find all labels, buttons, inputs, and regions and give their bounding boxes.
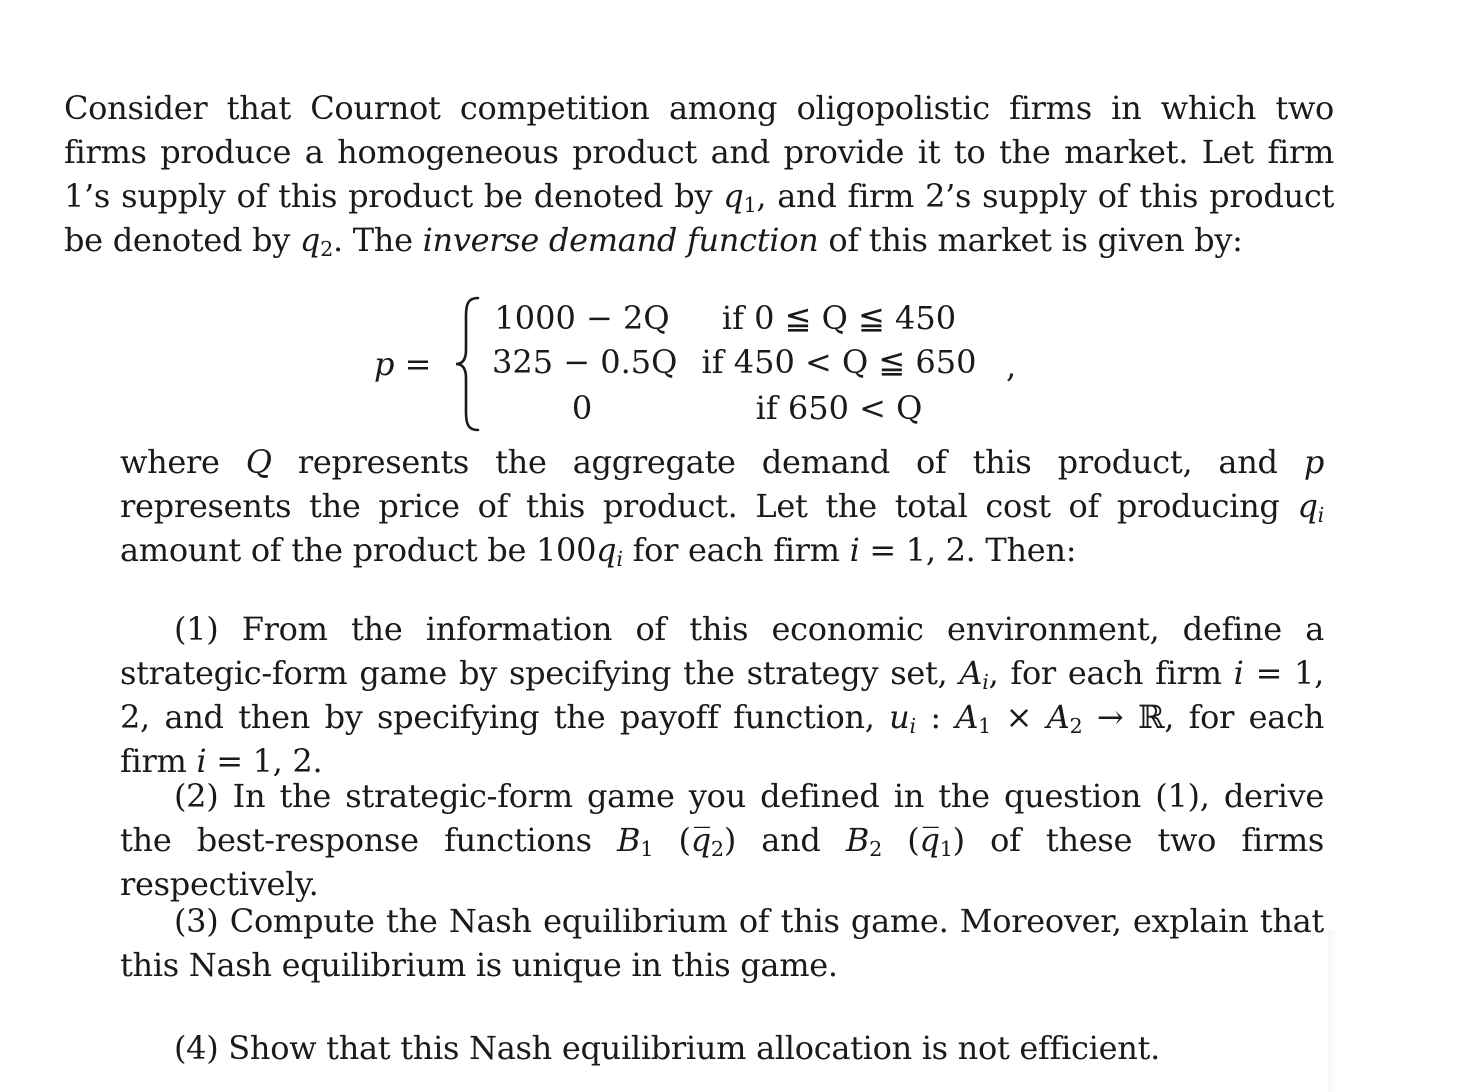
var-q1: q [723, 177, 744, 215]
intro-text-1: Consider that Cournot competition among oligopolistic firms in which two firms produce a homogeneous product and provide it to the market. Let firm 1’s supply of this product be denoted by [64, 89, 1334, 215]
q1-text-4: : [915, 698, 956, 736]
q1-text-6: → ℝ, for each firm [120, 698, 1324, 780]
q1-var-i-1: i [1233, 654, 1244, 692]
var-B1: B [617, 821, 641, 859]
context-text-2: represents the aggregate demand of this product, and [271, 443, 1304, 481]
context-paragraph [120, 440, 1324, 572]
inverse-demand-equation [374, 294, 1034, 434]
q2-sub-1b: 1 [939, 837, 953, 862]
sub-i-1: i [1317, 503, 1324, 528]
var-i: i [849, 531, 860, 569]
q1-sub-i-1: i [982, 670, 989, 695]
q2-text-2a: ( [653, 821, 691, 859]
var-A2: A [1046, 698, 1070, 736]
equation-comma: , [1006, 347, 1017, 385]
q2-sub-1a: 1 [640, 837, 654, 862]
q1-var-i-2: i [196, 742, 207, 780]
var-B2: B [845, 821, 870, 859]
question-2 [120, 774, 1324, 906]
intro-text-3: . The [333, 221, 423, 259]
var-qbar1: q̅ [919, 821, 940, 859]
q1-text-5: × [991, 698, 1047, 736]
equation-row-2-expr: 325 − 0.5Q [492, 343, 678, 381]
q1-text-7: = 1, 2. [206, 742, 323, 780]
context-text-4: amount of the product be 100 [120, 531, 597, 569]
q2-sub-2a: 2 [710, 837, 724, 862]
q1-sub-1: 1 [978, 714, 992, 739]
context-text-3: represents the price of this product. Let the total cost of producing [120, 487, 1298, 525]
q1-text-3: = 1, 2, and then by specifying the payoff function, [120, 654, 1324, 736]
q2-text-2b: ( [882, 821, 920, 859]
var-ui: u [889, 698, 910, 736]
q1-text-1: (1) From the information of this economic environment, define a strategic-form game by specifying the strategy set, [120, 610, 1324, 692]
left-brace [454, 294, 484, 434]
sub-i-2: i [616, 547, 623, 572]
q2-text-3: ) and [723, 821, 846, 859]
var-Q: Q [245, 443, 272, 481]
page-edge-shadow [1328, 930, 1338, 1092]
context-text-5: for each firm [622, 531, 850, 569]
var-qbar2: q̅ [690, 821, 711, 859]
var-Ai: A [959, 654, 983, 692]
q2-sub-2b: 2 [869, 837, 883, 862]
inverse-demand-emphasis: inverse demand function [422, 221, 819, 259]
question-1 [120, 607, 1324, 783]
var-qi-1: q [1297, 487, 1318, 525]
q1-text-2: , for each firm [988, 654, 1234, 692]
intro-text-2: , and firm 2’s supply of this product be denoted by [64, 177, 1334, 259]
sub-1: 1 [743, 193, 757, 218]
q1-sub-2: 2 [1069, 714, 1083, 739]
var-qi-2: q [596, 531, 617, 569]
var-A1: A [955, 698, 979, 736]
equation-lhs: p = [374, 345, 432, 383]
q2-text-4: ) of these two firms respectively. [120, 821, 1324, 903]
q2-text-1: (2) In the strategic-form game you defined in the question (1), derive the best-response functions [120, 777, 1324, 859]
intro-paragraph [64, 86, 1334, 262]
sub-2: 2 [320, 237, 334, 262]
equation-row-1-expr: 1000 − 2Q [494, 299, 670, 337]
equation-row-2-cond: if 450 < Q ≦ 650 [701, 343, 977, 381]
equation-row-3-expr: 0 [571, 389, 593, 427]
context-text-6: = 1, 2. Then: [859, 531, 1077, 569]
var-q2: q [299, 221, 321, 259]
question-4: (4) Show that this Nash equilibrium allocation is not efficient. [174, 1029, 1160, 1067]
equation-row-3-cond: if 650 < Q [755, 389, 923, 427]
q1-sub-i-2: i [909, 714, 916, 739]
intro-text-4: of this market is given by: [818, 221, 1243, 259]
question-3: (3) Compute the Nash equilibrium of this game. Moreover, explain that this Nash equilibrium is unique in this game. [120, 902, 1324, 984]
equation-row-1-cond: if 0 ≦ Q ≦ 450 [721, 299, 957, 337]
var-p: p [1303, 443, 1324, 481]
context-text-1: where [120, 443, 246, 481]
